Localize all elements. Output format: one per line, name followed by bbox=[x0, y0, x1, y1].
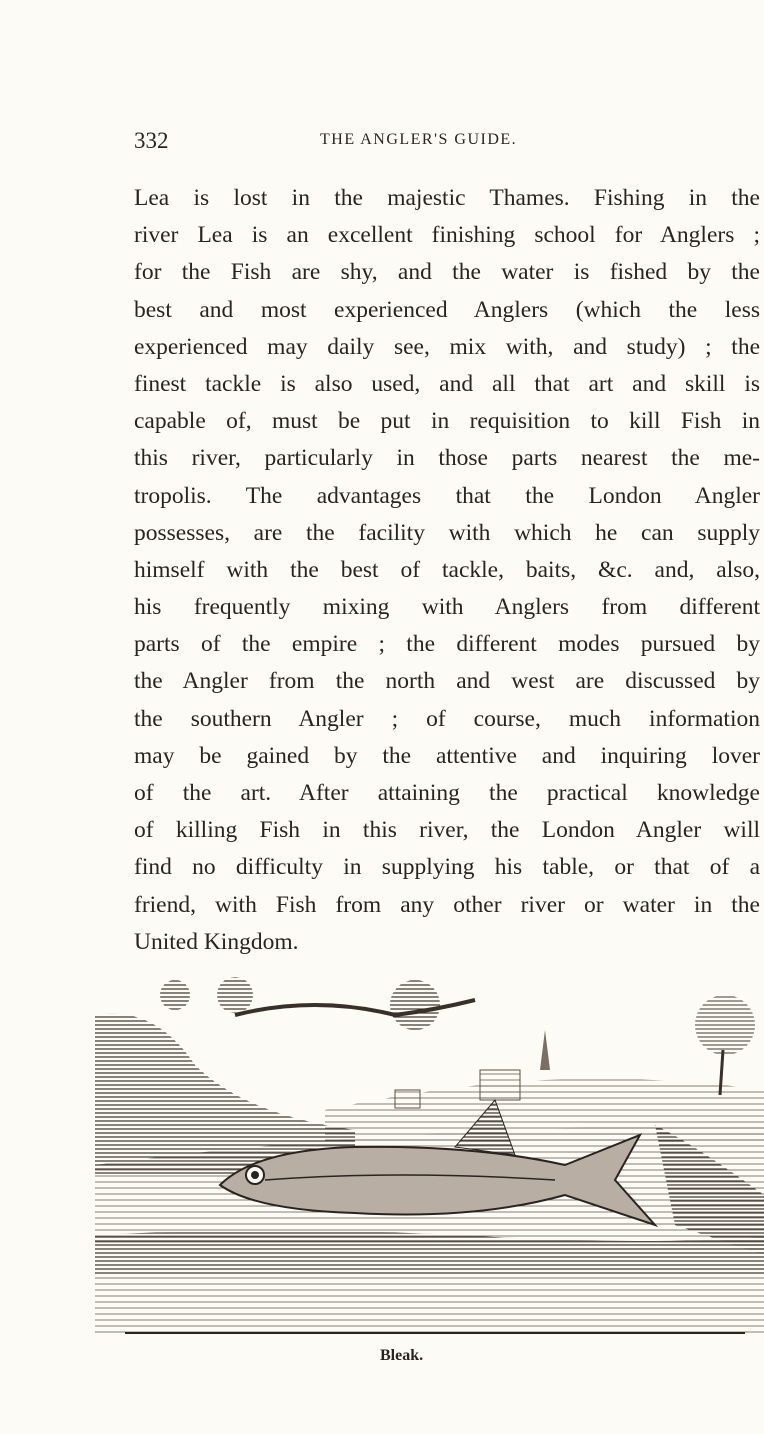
text-line: this river, particularly in those parts nearest the me- bbox=[134, 445, 760, 472]
text-line: the southern Angler ; of course, much information bbox=[134, 705, 760, 732]
text-line: river Lea is an excellent finishing school for Anglers ; bbox=[134, 222, 760, 249]
text-line: of killing Fish in this river, the London Angler will bbox=[134, 817, 760, 844]
text-line: best and most experienced Anglers (which the less bbox=[134, 296, 760, 323]
text-line: United Kingdom. bbox=[134, 928, 299, 955]
figure-caption: Bleak. bbox=[380, 1347, 424, 1364]
text-line: tropolis. The advantages that the London Angler bbox=[134, 482, 760, 509]
running-title: THE ANGLER'S GUIDE. bbox=[320, 131, 518, 148]
bleak-fish-engraving bbox=[95, 975, 764, 1337]
text-line: experienced may daily see, mix with, and study) ; the bbox=[134, 333, 760, 360]
page-number: 332 bbox=[134, 128, 169, 153]
text-line: parts of the empire ; the different modes pursued by bbox=[134, 631, 760, 658]
text-line: Lea is lost in the majestic Thames. Fishing in the bbox=[134, 185, 760, 211]
text-line: possesses, are the facility with which he can supply bbox=[134, 519, 760, 546]
foreground-water bbox=[95, 1230, 764, 1333]
text-line: may be gained by the attentive and inquiring lover bbox=[134, 742, 760, 769]
text-line: the Angler from the north and west are discussed by bbox=[134, 668, 760, 695]
text-line: his frequently mixing with Anglers from different bbox=[134, 594, 760, 621]
text-line: capable of, must be put in requisition to kill Fish in bbox=[134, 408, 760, 435]
body-text bbox=[134, 180, 760, 961]
text-line: for the Fish are shy, and the water is fished by the bbox=[134, 259, 760, 286]
text-line: find no difficulty in supplying his table, or that of a bbox=[134, 854, 760, 881]
text-line: himself with the best of tackle, baits, &c. and, also, bbox=[134, 556, 760, 583]
text-line: finest tackle is also used, and all that art and skill is bbox=[134, 370, 760, 397]
text-line: friend, with Fish from any other river or water in the bbox=[134, 891, 760, 918]
text-line: of the art. After attaining the practical knowledge bbox=[134, 780, 760, 806]
